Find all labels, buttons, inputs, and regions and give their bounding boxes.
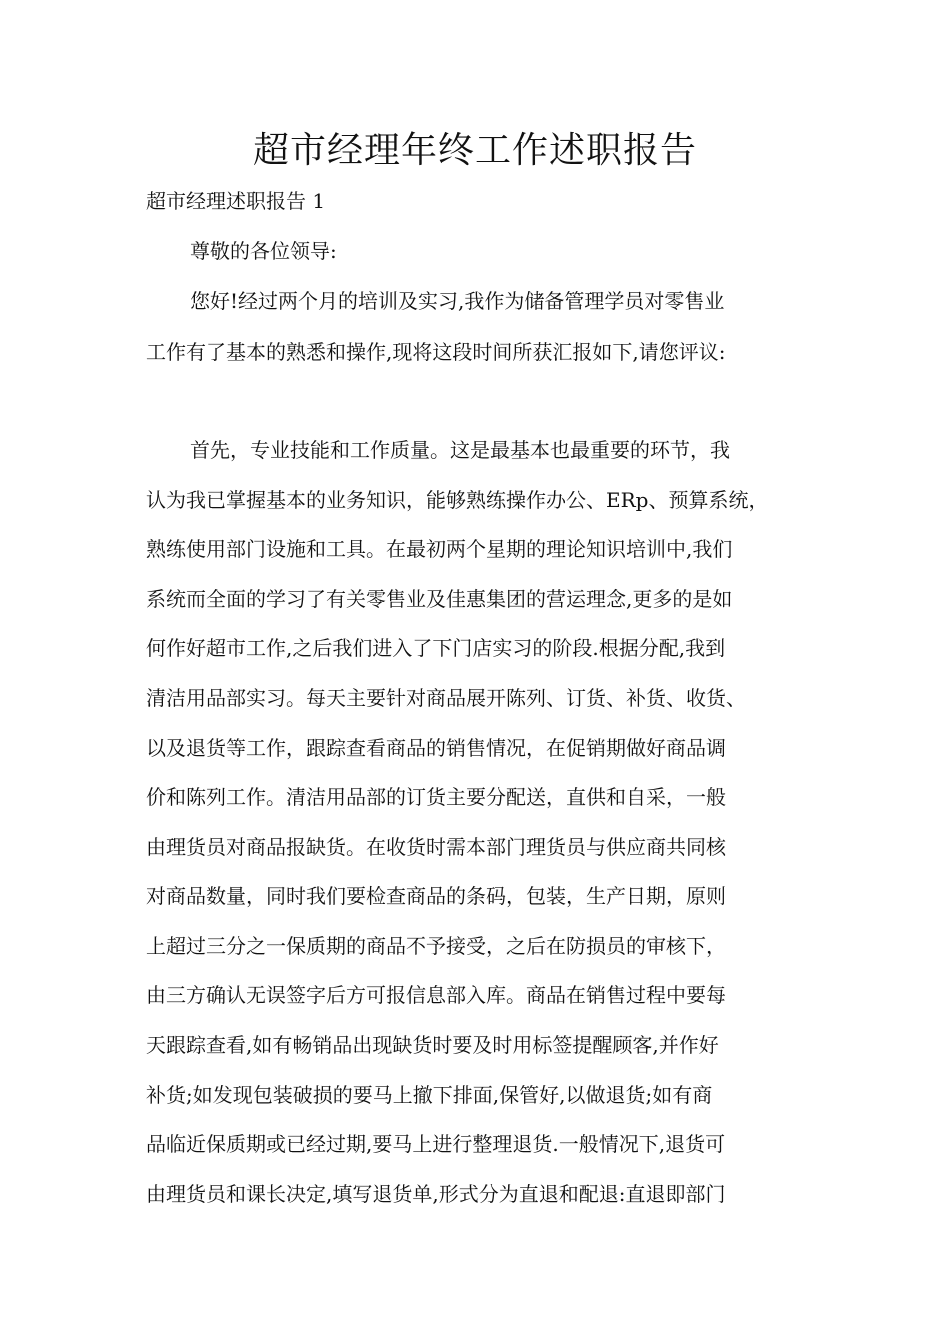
body-line: 何作好超市工作,之后我们进入了下门店实习的阶段.根据分配,我到: [146, 636, 726, 660]
body-line: 上超过三分之一保质期的商品不予接受，之后在防损员的审核下，: [146, 934, 726, 958]
body-line: 由理货员和课长决定,填写退货单,形式分为直退和配退:直退即部门: [146, 1182, 726, 1206]
body-line: 清洁用品部实习。每天主要针对商品展开陈列、订货、补货、收货、: [146, 686, 746, 710]
body-line: 熟练使用部门设施和工具。在最初两个星期的理论知识培训中,我们: [146, 537, 733, 561]
body-line: 对商品数量，同时我们要检查商品的条码，包装，生产日期，原则: [146, 884, 726, 908]
body-line: 品临近保质期或已经过期,要马上进行整理退货.一般情况下,退货可: [146, 1132, 726, 1156]
salutation: 尊敬的各位领导:: [190, 239, 337, 263]
document-title: 超市经理年终工作述职报告: [252, 130, 697, 171]
body-line: 系统而全面的学习了有关零售业及佳惠集团的营运理念,更多的是如: [146, 587, 733, 611]
document-subtitle: 超市经理述职报告 1: [146, 189, 326, 213]
body-line: 首先，专业技能和工作质量。这是最基本也最重要的环节，我: [190, 438, 730, 462]
body-line: 天跟踪查看,如有畅销品出现缺货时要及时用标签提醒顾客,并作好: [146, 1033, 719, 1057]
body-line: 由理货员对商品报缺货。在收货时需本部门理货员与供应商共同核: [146, 835, 726, 859]
intro-line: 您好!经过两个月的培训及实习,我作为储备管理学员对零售业: [190, 289, 725, 313]
intro-line: 工作有了基本的熟悉和操作,现将这段时间所获汇报如下,请您评议:: [146, 340, 726, 364]
body-line: 补货;如发现包装破损的要马上撤下排面,保管好,以做退货;如有商: [146, 1083, 713, 1107]
body-line: 认为我已掌握基本的业务知识，能够熟练操作办公、ERp、预算系统，: [146, 488, 769, 512]
body-line: 由三方确认无误签字后方可报信息部入库。商品在销售过程中要每: [146, 983, 726, 1007]
body-line: 价和陈列工作。清洁用品部的订货主要分配送，直供和自采，一般: [146, 785, 726, 809]
body-line: 以及退货等工作，跟踪查看商品的销售情况，在促销期做好商品调: [146, 736, 726, 760]
